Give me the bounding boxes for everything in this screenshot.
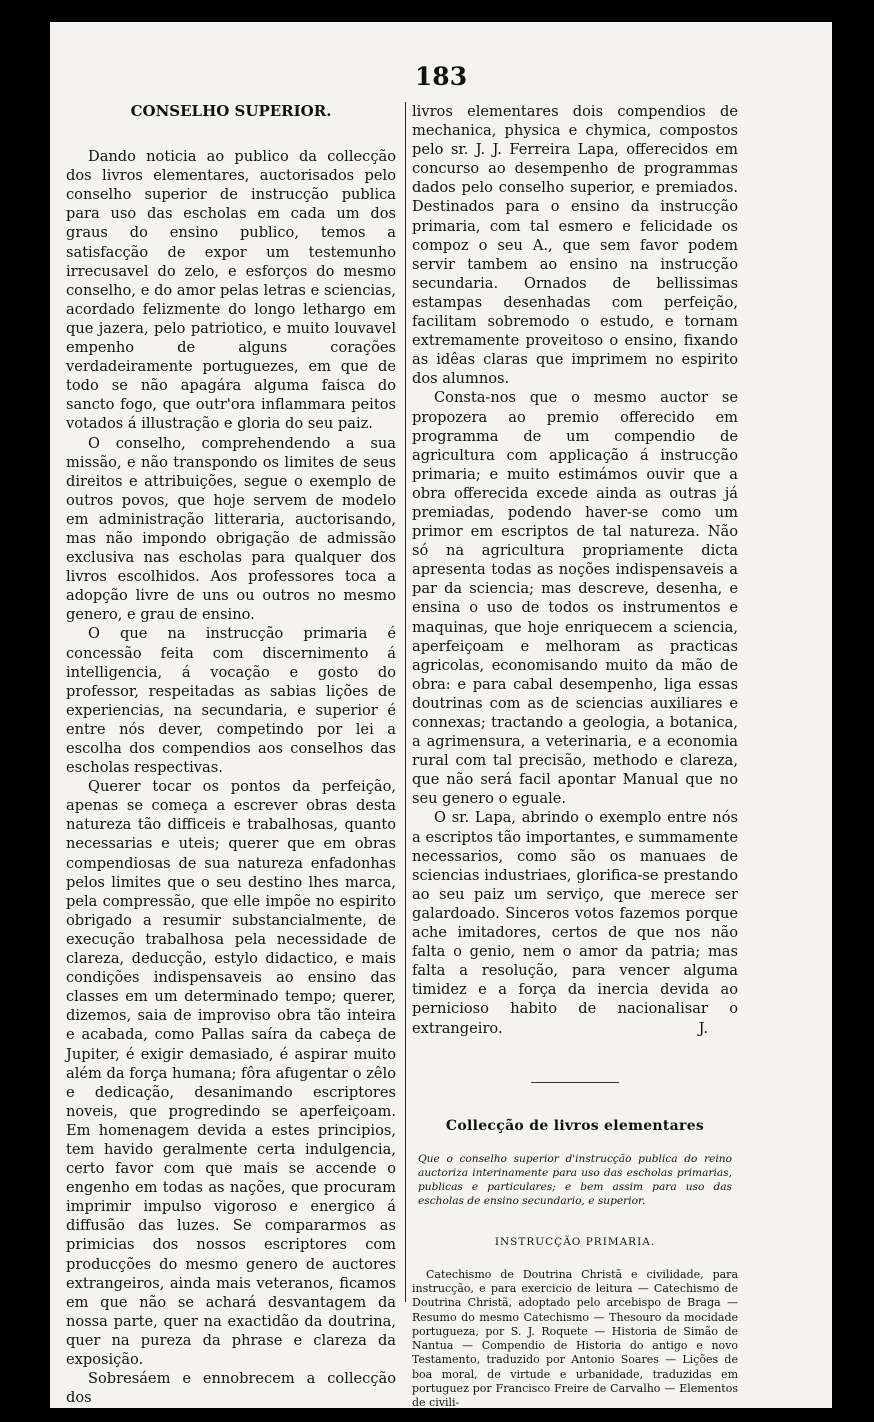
left-column [66, 102, 396, 1407]
article-paragraph: O sr. Lapa, abrindo o exemplo entre nós a escriptos tão importantes, e summamente necessarios, como são os manuaes de sciencias industriaes, glorifica-se prestando ao seu paiz um serviço, que merece ser galardoado. Sinceros votos fazemos porque ache imitadores, certos de que nos não falta o genio, nem o amor da patria; mas falta a resolução, para vencer alguma timidez e a força da inercia devida ao pernicioso habito de nacionalisar o extrangeiro. [412, 809, 738, 1037]
article-paragraph: O que na instrucção primaria é concessão feita com discernimento á intelligencia, á vocação e gosto do professor, respeitadas as sabias lições de experiencias, na secundaria, e superior é entre nós dever, competindo por lei a escolha dos compendios aos conselhos das escholas respectivas. [66, 625, 396, 777]
section-divider [531, 1082, 619, 1083]
page-number: 183 [414, 62, 468, 91]
author-signature: J. [698, 1019, 708, 1037]
newspaper-page [50, 22, 832, 1408]
article-paragraph: Dando noticia ao publico da collecção dos livros elementares, auctorisados pelo conselho superior de instrucção publica para uso das escholas em cada um dos graus do ensino publico, temos a satisfacção de expor um testemunho irrecusavel do zelo, e esforços do mesmo conselho, e do amor pelas letras e sciencias, acordado felizmente do longo lethargo em que jazera, pelo patriotico, e muito louvavel empenho de alguns corações verdadeiramente portuguezes, em que de todo se não apagára alguma faisca do sancto fogo, que outr'ora inflammara peitos votados á illustração e gloria do seu paiz. [66, 148, 396, 433]
article-heading: CONSELHO SUPERIOR. [130, 102, 332, 120]
article-paragraph: Consta-nos que o mesmo auctor se propozera ao premio offerecido em programma de um compendio de agricultura com applicação á instrucção primaria; e muito estimámos ouvir que a obra offerecida excede ainda as outras já premiadas, podendo haver-se como um primor em escriptos de tal natureza. Não só na agricultura propriamente dicta apresenta todas as noções indispensaveis a par da sciencia; mas descreve, desenha, e ensina o uso de todos os instrumentos e maquinas, que hoje enriquecem a sciencia, aperfeiçoam e melhoram as practicas agricolas, economisando muito da mão de obra: e para cabal desempenho, liga essas doutrinas com as de sciencias auxiliares e connexas; tractando a geologia, a botanica, a agrimensura, a veterinaria, e a economia rural com tal precisão, methodo e clareza, que não será facil apontar Manual que no seu genero o eguale. [412, 389, 738, 808]
article-paragraph: livros elementares dois compendios de mechanica, physica e chymica, compostos pelo sr. J. J. Ferreira Lapa, offerecidos em concurso ao desempenho de programmas dados pelo conselho superior, e premiados. Destinados para o ensino da instrucção primaria, com tal esmero e felicidade os compoz o seu A., que sem favor podem servir tambem ao ensino na instrucção secundaria. Ornados de bellissimas estampas desenhadas com perfeição, facilitam sobremodo o estudo, e tornam extremamente proveitoso o ensino, fixando as idêas claras que imprimem no espirito dos alumnos. [412, 103, 738, 388]
book-list-text: Catechismo de Doutrina Christã e civilidade, para instrucção, e para exercicio de leitura — Catechismo de Doutrina Christã, adoptado pelo arcebispo de Braga — Resumo do mesmo Catechismo — Thesouro da mocidade portugueza, por S. J. Roquete — Historia de Simão de Nantua — Compendio de Historia do antigo e novo Testamento, traduzido por Antonio Soares — Lições de boa moral, de virtude e urbanidade, traduzidas em portuguez por Francisco Freire de Carvalho — Elementos de civili- [412, 1267, 738, 1408]
article-paragraph: Querer tocar os pontos da perfeição, apenas se começa a escrever obras desta natureza tão difficeis e trabalhosas, quanto necessarias e uteis; querer que em obras compendiosas de sua natureza enfadonhas pelos limites que o seu destino lhes marca, pela compressão, que elle impõe no espirito obrigado a resumir substancialmente, de execução trabalhosa pela necessidade de clareza, deducção, estylo didactico, e mais condições indispensaveis ao ensino das classes em um determinado tempo; querer, dizemos, saia de improviso obra tão inteira e acabada, como Pallas saíra da cabeça de Jupiter, é exigir demasiado, é aspirar muito além da força humana; fôra afugentar o zêlo e dedicação, desanimando escriptores noveis, que progredindo se aperfeiçoam. Em homenagem devida a estes principios, tem havido geralmente certa indulgencia, certo favor com que mais se accende o engenho em todas as nações, que procuram imprimir impulso vigoroso e energico á diffusão das luzes. Se compararmos as primicias dos nossos escriptores com producções do mesmo genero de auctores extrangeiros, ainda mais veteranos, ficamos em que não se achará desvantagem da nossa parte, quer na exactidão da doutrina, quer na pureza da phrase e clareza da exposição. [66, 778, 396, 1368]
section-title: Collecção de livros elementares [445, 1117, 705, 1134]
article-paragraph: Sobresáem e ennobrecem a collecção dos [66, 1370, 396, 1407]
column-rule [405, 102, 406, 1302]
subheading: INSTRUCÇÃO PRIMARIA. [494, 1235, 656, 1248]
right-column [412, 102, 738, 1408]
section-note: Que o conselho superior d'instrucção publica do reino auctoriza interinamente para uso das escholas primarias, publicas e particulares; e bem assim para uso das escholas de ensino secundario, e superior. [418, 1152, 732, 1208]
article-paragraph: O conselho, comprehendendo a sua missão, e não transpondo os limites de seus direitos e attribuições, segue o exemplo de outros povos, que hoje servem de modelo em administração litteraria, auctorisando, mas não impondo obrigação de admissão exclusiva nas escholas para qualquer dos livros escolhidos. Aos professores toca a adopção livre de uns ou outros no mesmo genero, e grau de ensino. [66, 434, 396, 624]
